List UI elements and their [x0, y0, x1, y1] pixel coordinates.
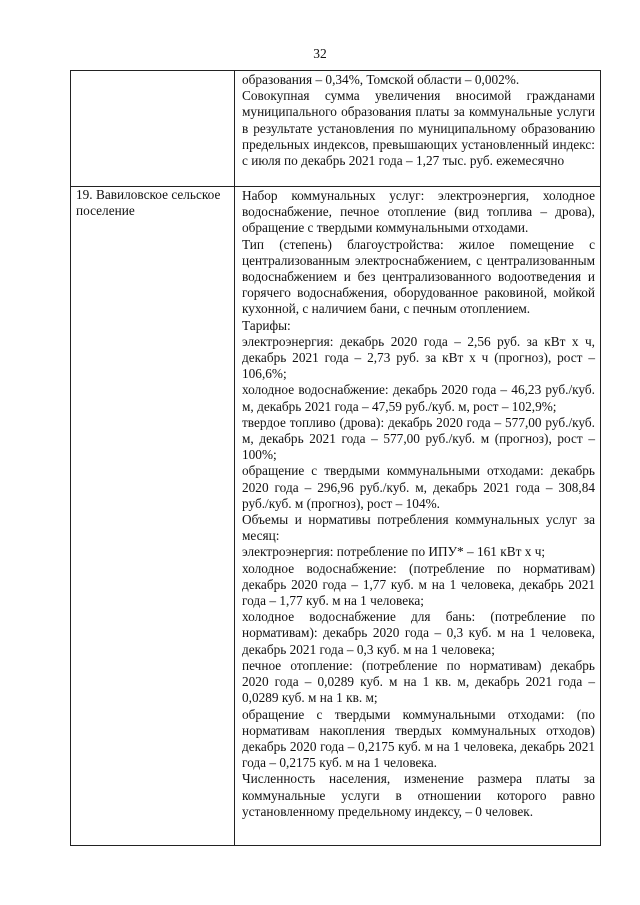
- volume-stove-heating: печное отопление: (потребление по нормативам) декабрь 2020 года – 0,0289 куб. м на 1 кв. м, декабрь 2021 года – 0,0289 куб. м на 1 кв. м;: [242, 657, 595, 706]
- amenities-paragraph: Тип (степень) благоустройства: жилое помещение с централизованным электроснабжением, с централизованным водоснабжением и без централизованного водоотведения и горячего водоснабжения, оборудованное раковиной, мойкой кухонной, с наличием бани, с печным отоплением.: [242, 236, 595, 317]
- tariff-firewood: твердое топливо (дрова): декабрь 2020 года – 577,00 руб./куб. м, декабрь 2021 года – 577,00 руб./куб. м (прогноз), рост – 100%;: [242, 414, 595, 463]
- volume-bath-water: холодное водоснабжение для бань: (потребление по нормативам): декабрь 2020 года – 0,3 куб. м на 1 человека, декабрь 2021 года – 0,3 куб. м на 1 человека;: [242, 609, 595, 657]
- tariff-waste: обращение с твердыми коммунальными отходами: декабрь 2020 года – 296,96 руб./куб. м, декабрь 2021 года – 308,84 руб./куб. м (прогноз), рост – 104%.: [242, 463, 595, 511]
- volume-cold-water: холодное водоснабжение: (потребление по нормативам) декабрь 2020 года – 1,77 куб. м на 1 человека, декабрь 2021 года – 1,77 куб. м на 1 человека;: [242, 560, 595, 609]
- population-paragraph: Численность населения, изменение размера платы за коммунальные услуги в отношении которого равно установленному предельному индексу, – 0 человек.: [242, 771, 595, 819]
- document-table: [70, 70, 601, 846]
- column-divider: [234, 71, 235, 845]
- tariffs-heading: Тарифы:: [242, 317, 291, 333]
- services-paragraph: Набор коммунальных услуг: электроэнергия, холодное водоснабжение, печное отопление (вид топлива – дрова), обращение с твердыми коммунальными отходами.: [242, 188, 595, 236]
- details-cell: [242, 188, 595, 820]
- municipality-cell: 19. Вавиловское сельское поселение: [76, 187, 221, 219]
- tariff-electricity: электроэнергия: декабрь 2020 года – 2,56 руб. за кВт х ч, декабрь 2021 года – 2,73 руб. за кВт х ч (прогноз), рост – 106,6%;: [242, 333, 595, 382]
- previous-row-paragraph: Совокупная сумма увеличения вносимой гражданами муниципального образования платы за коммунальные услуги в результате установления по муниципальному образованию предельных индексов, превышающих установленный индекс: с июля по декабрь 2021 года – 1,27 тыс. руб. ежемесячно: [242, 88, 595, 169]
- volume-waste: обращение с твердыми коммунальными отходами: (по нормативам накопления твердых коммунальных отходов) декабрь 2020 года – 0,2175 куб. м на 1 человека, декабрь 2021 года – 0,2175 куб. м на 1 человека.: [242, 706, 595, 771]
- previous-row-cell: [242, 72, 595, 169]
- volume-electricity: электроэнергия: потребление по ИПУ* – 161 кВт х ч;: [242, 544, 546, 560]
- tariff-cold-water: холодное водоснабжение: декабрь 2020 года – 46,23 руб./куб. м, декабрь 2021 года – 47,59 руб./куб. м, рост – 102,9%;: [242, 382, 595, 414]
- volumes-heading: Объемы и нормативы потребления коммунальных услуг за месяц:: [242, 512, 595, 544]
- previous-row-paragraph: образования – 0,34%, Томской области – 0,002%.: [242, 72, 520, 87]
- page-number: 32: [313, 46, 327, 61]
